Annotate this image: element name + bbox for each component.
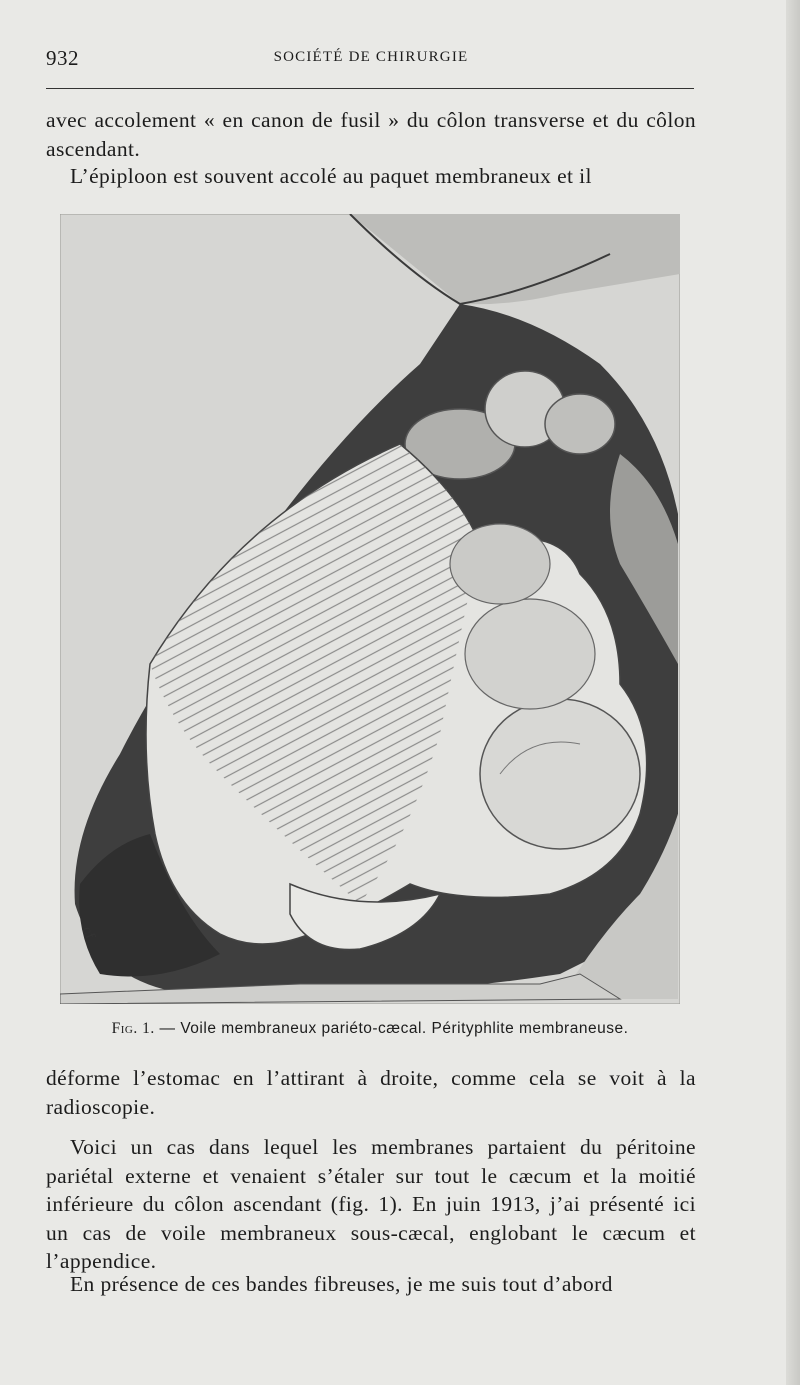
figure-illustration xyxy=(60,214,680,1004)
anatomical-drawing xyxy=(60,214,680,1004)
page-number: 932 xyxy=(46,46,79,70)
figure-caption-text: — Voile membraneux pariéto-cæcal. Pérityphlite membraneuse. xyxy=(159,1020,629,1037)
page-edge xyxy=(786,0,800,1385)
running-title: SOCIÉTÉ DE CHIRURGIE xyxy=(273,49,469,65)
header-rule xyxy=(46,88,694,89)
figure-caption xyxy=(60,1020,680,1038)
paragraph-5: En présence de ces bandes fibreuses, je me suis tout d’abord xyxy=(70,1272,613,1296)
page-header xyxy=(46,46,696,72)
svg-text:cf: cf xyxy=(78,924,98,942)
paragraph-2: L’épiploon est souvent accolé au paquet membraneux et il xyxy=(70,164,592,188)
paragraph-3: déforme l’estomac en l’attirant à droite, comme cela se voit à la radioscopie. xyxy=(46,1066,696,1119)
paragraph-1: avec accolement « en canon de fusil » du côlon transverse et du côlon ascendant. xyxy=(46,108,696,161)
paragraph-4: Voici un cas dans lequel les membranes partaient du péritoine pariétal externe et venaient s’étaler sur tout le cæcum et la moitié inférieure du côlon ascendant (fig. 1). En juin 1913, j’ai présenté ici un cas de voile membraneux sous-cæcal, englobant le cæcum et l’appendice. xyxy=(46,1135,696,1273)
figure-label: Fig. 1. xyxy=(111,1020,155,1037)
